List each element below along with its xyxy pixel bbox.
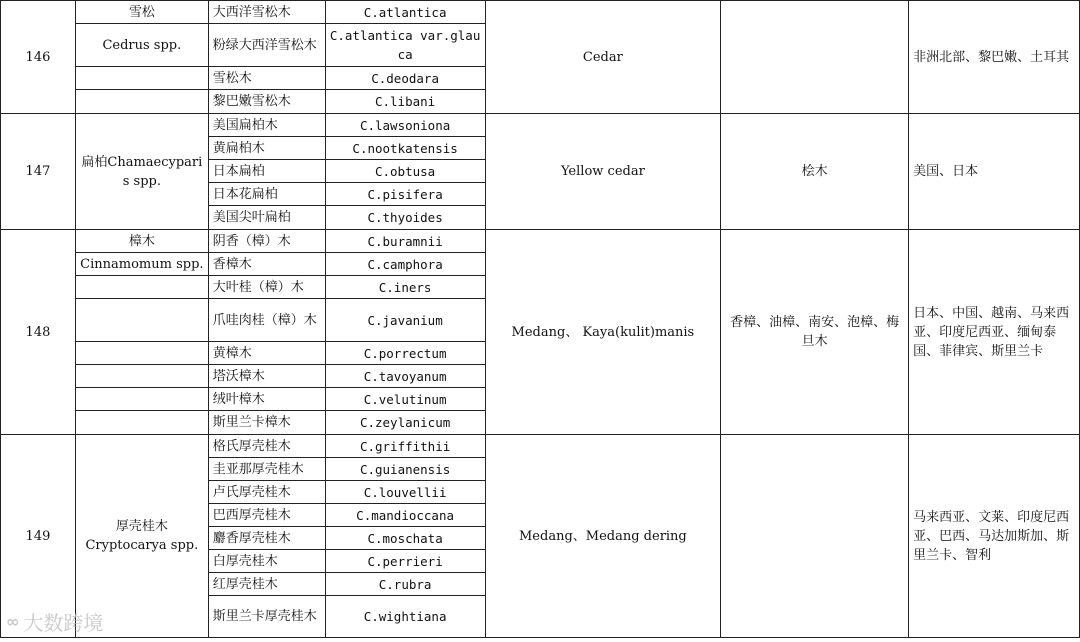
trade-name: Cedar xyxy=(485,1,721,114)
species-cn: 麝香厚壳桂木 xyxy=(208,527,325,550)
genus-cell xyxy=(75,90,208,114)
genus-cn: 厚壳桂木 xyxy=(115,519,168,534)
species-sci: C.camphora xyxy=(325,253,485,276)
local-name xyxy=(721,435,909,638)
table-row xyxy=(1,114,1080,137)
species-cn: 黄扁柏木 xyxy=(208,137,325,160)
species-sci: C.wightiana xyxy=(325,596,485,638)
local-name: 香樟、油樟、南安、泡樟、梅旦木 xyxy=(721,230,909,435)
origin-region: 非洲北部、黎巴嫩、土耳其 xyxy=(909,1,1080,114)
genus-cell xyxy=(75,411,208,435)
species-sci: C.velutinum xyxy=(325,388,485,411)
species-sci: C.zeylanicum xyxy=(325,411,485,435)
genus-cell xyxy=(75,435,208,638)
species-cn: 黄樟木 xyxy=(208,342,325,365)
species-sci: C.pisifera xyxy=(325,183,485,206)
species-cn: 爪哇肉桂（樟）木 xyxy=(208,299,325,342)
species-sci: C.guianensis xyxy=(325,458,485,481)
genus-cell: 雪松 xyxy=(75,1,208,24)
genus-cell: 扁柏Chamaecyparis spp. xyxy=(75,114,208,230)
species-cn: 阴香（樟）木 xyxy=(208,230,325,253)
species-sci: C.porrectum xyxy=(325,342,485,365)
genus-cell: Cinnamomum spp. xyxy=(75,253,208,276)
origin-region: 美国、日本 xyxy=(909,114,1080,230)
species-sci: C.rubra xyxy=(325,573,485,596)
species-cn: 圭亚那厚壳桂木 xyxy=(208,458,325,481)
species-sci: C.libani xyxy=(325,90,485,114)
genus-cell xyxy=(75,67,208,90)
species-cn: 香樟木 xyxy=(208,253,325,276)
species-cn: 卢氏厚壳桂木 xyxy=(208,481,325,504)
species-sci: C.thyoides xyxy=(325,206,485,230)
species-cn: 红厚壳桂木 xyxy=(208,573,325,596)
species-cn: 巴西厚壳桂木 xyxy=(208,504,325,527)
item-number: 147 xyxy=(1,114,76,230)
species-cn: 日本花扁柏 xyxy=(208,183,325,206)
species-cn: 美国扁柏木 xyxy=(208,114,325,137)
species-cn: 格氏厚壳桂木 xyxy=(208,435,325,458)
species-sci: C.lawsoniona xyxy=(325,114,485,137)
species-sci: C.buramnii xyxy=(325,230,485,253)
trade-name: Yellow cedar xyxy=(485,114,721,230)
species-sci: C.moschata xyxy=(325,527,485,550)
species-cn: 绒叶樟木 xyxy=(208,388,325,411)
genus-cell xyxy=(75,342,208,365)
species-sci: C.iners xyxy=(325,276,485,299)
origin-region: 日本、中国、越南、马来西亚、印度尼西亚、缅甸泰国、菲律宾、斯里兰卡 xyxy=(909,230,1080,435)
local-name: 桧木 xyxy=(721,114,909,230)
species-cn: 美国尖叶扁柏 xyxy=(208,206,325,230)
species-sci: C.deodara xyxy=(325,67,485,90)
species-cn: 大西洋雪松木 xyxy=(208,1,325,24)
origin-region: 马来西亚、文莱、印度尼西亚、巴西、马达加斯加、斯里兰卡、智利 xyxy=(909,435,1080,638)
watermark-logo-icon: ∞ xyxy=(6,611,20,631)
trade-name: Medang、 Kaya(kulit)manis xyxy=(485,230,721,435)
species-sci: C.atlantica var.glauca xyxy=(325,24,485,67)
species-cn: 塔沃樟木 xyxy=(208,365,325,388)
item-number: 146 xyxy=(1,1,76,114)
species-sci: C.javanium xyxy=(325,299,485,342)
species-sci: C.tavoyanum xyxy=(325,365,485,388)
genus-cell xyxy=(75,299,208,342)
local-name xyxy=(721,1,909,114)
species-cn: 粉绿大西洋雪松木 xyxy=(208,24,325,67)
table-row xyxy=(1,435,1080,458)
species-sci: C.obtusa xyxy=(325,160,485,183)
species-sci: C.mandioccana xyxy=(325,504,485,527)
species-cn: 黎巴嫩雪松木 xyxy=(208,90,325,114)
genus-cell xyxy=(75,276,208,299)
genus-cell: Cedrus spp. xyxy=(75,24,208,67)
species-cn: 斯里兰卡樟木 xyxy=(208,411,325,435)
watermark-text: 大数跨境 xyxy=(23,610,104,635)
species-cn: 大叶桂（樟）木 xyxy=(208,276,325,299)
trade-name: Medang、Medang dering xyxy=(485,435,721,638)
table-row xyxy=(1,230,1080,253)
species-sci: C.griffithii xyxy=(325,435,485,458)
species-cn: 白厚壳桂木 xyxy=(208,550,325,573)
genus-cell: 樟木 xyxy=(75,230,208,253)
species-cn: 斯里兰卡厚壳桂木 xyxy=(208,596,325,638)
item-number: 149 xyxy=(1,435,76,638)
species-sci: C.nootkatensis xyxy=(325,137,485,160)
species-cn: 日本扁柏 xyxy=(208,160,325,183)
genus-latin: Cryptocarya spp. xyxy=(85,538,199,553)
species-sci: C.louvellii xyxy=(325,481,485,504)
species-sci: C.atlantica xyxy=(325,1,485,24)
item-number: 148 xyxy=(1,230,76,435)
table-row xyxy=(1,1,1080,24)
genus-cell xyxy=(75,365,208,388)
species-cn: 雪松木 xyxy=(208,67,325,90)
species-sci: C.perrieri xyxy=(325,550,485,573)
genus-cell xyxy=(75,388,208,411)
